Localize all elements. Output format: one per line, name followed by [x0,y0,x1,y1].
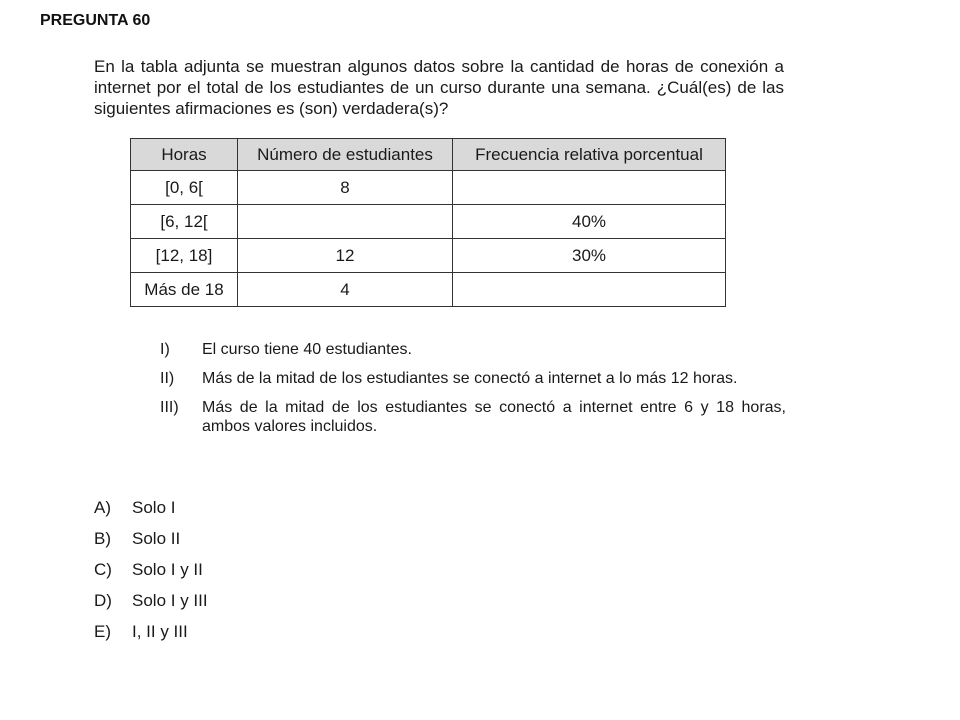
option-b[interactable] [94,523,208,554]
table-cell: 30% [453,239,726,273]
header-horas: Horas [131,139,238,171]
question-title: PREGUNTA 60 [40,12,151,29]
table-header-row [131,139,726,171]
statement-number: III) [160,399,179,416]
option-d[interactable] [94,585,208,616]
option-text: I, II y III [132,621,188,641]
statement-item [160,369,786,388]
table-cell: Más de 18 [131,273,238,307]
table-cell [453,171,726,205]
option-letter: B) [94,528,111,548]
statements-list [160,340,786,446]
option-letter: D) [94,590,112,610]
option-e[interactable] [94,616,208,647]
statement-text: El curso tiene 40 estudiantes. [202,341,412,358]
table-cell: [0, 6[ [131,171,238,205]
option-letter: C) [94,559,112,579]
option-text: Solo I [132,497,176,517]
table-cell [238,205,453,239]
table-row [131,171,726,205]
option-letter: A) [94,497,111,517]
option-text: Solo I y II [132,559,203,579]
statement-number: I) [160,341,170,358]
table-cell: 12 [238,239,453,273]
statement-text: Más de la mitad de los estudiantes se conectó a internet entre 6 y 18 horas, ambos valores incluidos. [202,399,786,435]
table-cell: 8 [238,171,453,205]
header-numero-estudiantes: Número de estudiantes [238,139,453,171]
table-row [131,205,726,239]
table-row [131,273,726,307]
table-cell: 40% [453,205,726,239]
option-text: Solo II [132,528,181,548]
table-row [131,239,726,273]
table-cell: [12, 18] [131,239,238,273]
header-frecuencia-relativa: Frecuencia relativa porcentual [453,139,726,171]
statement-item [160,340,786,359]
option-text: Solo I y III [132,590,208,610]
question-stem: En la tabla adjunta se muestran algunos datos sobre la cantidad de horas de conexión a internet por el total de los estudiantes de un curso durante una semana. ¿Cuál(es) de las siguientes afirmaciones es (son) verdadera(s)? [94,57,784,118]
statement-text: Más de la mitad de los estudiantes se conectó a internet a lo más 12 horas. [202,370,738,387]
table-cell [453,273,726,307]
statement-number: II) [160,370,175,387]
table-cell: [6, 12[ [131,205,238,239]
answer-options [94,492,208,647]
data-table [130,138,726,307]
option-c[interactable] [94,554,208,585]
table-cell: 4 [238,273,453,307]
statement-item [160,398,786,436]
option-letter: E) [94,621,111,641]
option-a[interactable] [94,492,208,523]
